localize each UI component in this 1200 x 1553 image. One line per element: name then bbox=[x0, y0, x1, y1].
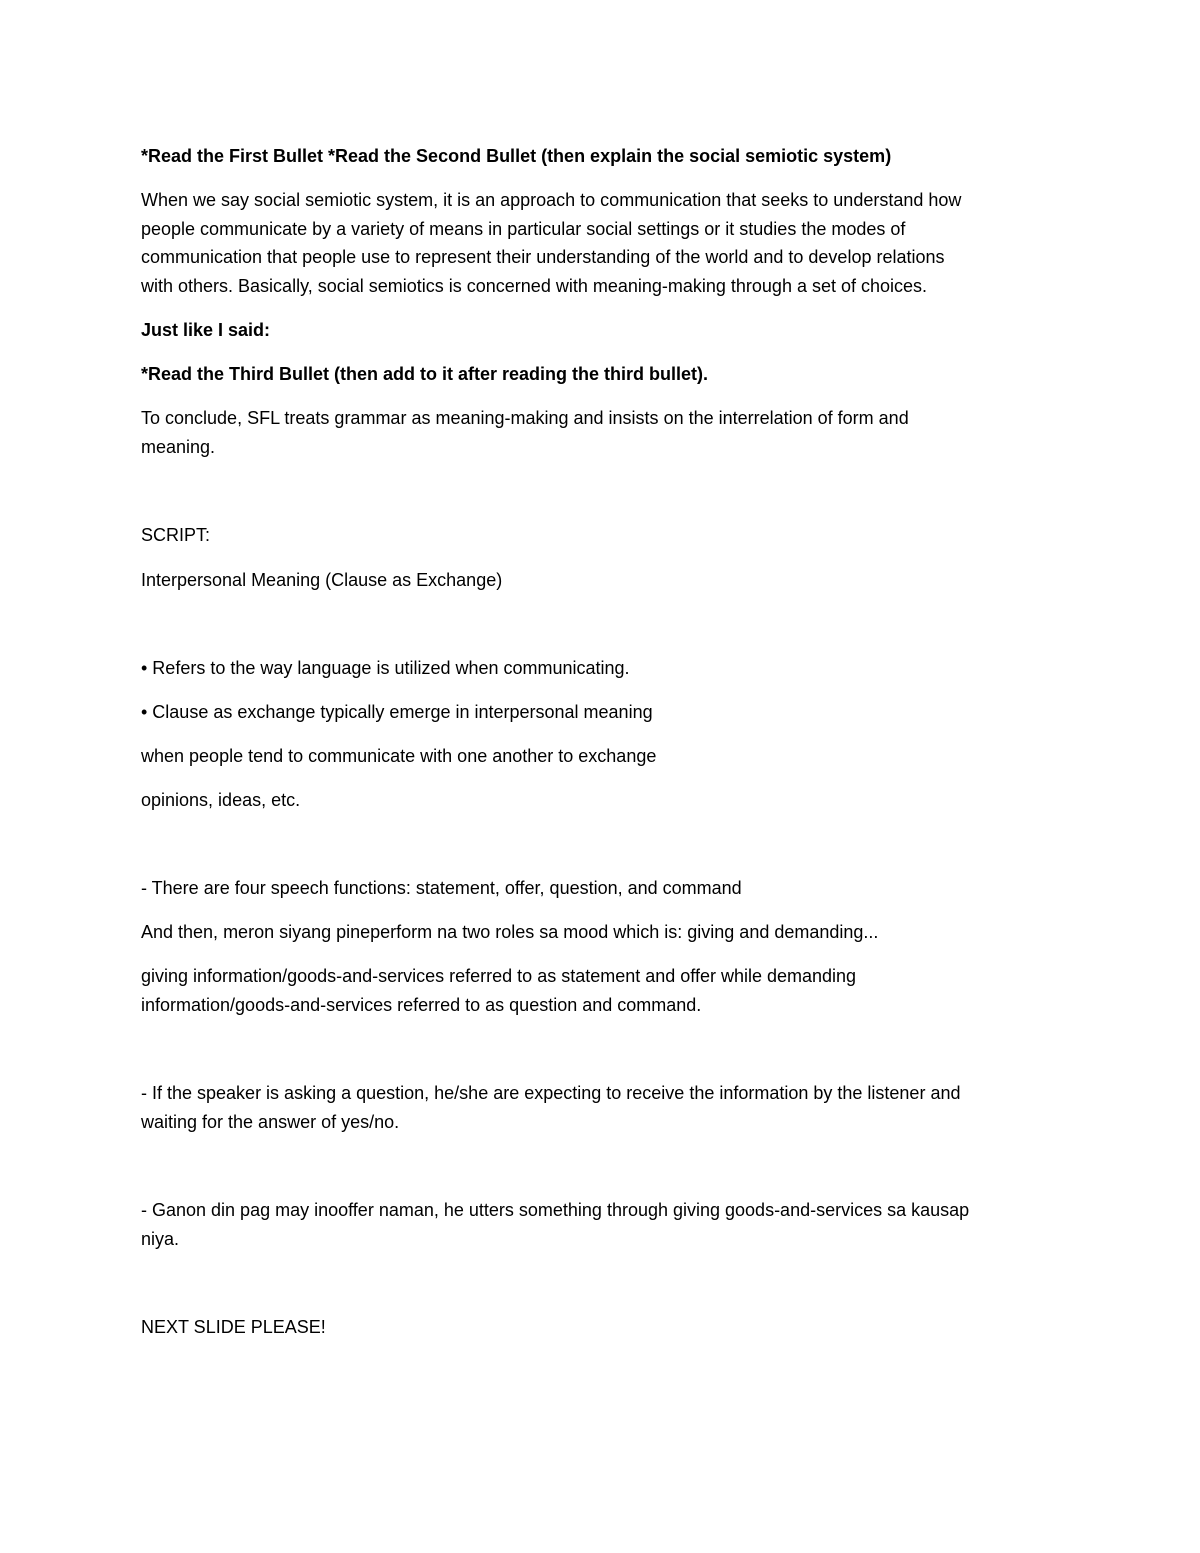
next-slide-please: NEXT SLIDE PLEASE! bbox=[141, 1317, 326, 1337]
paragraph-giving-demanding-line-1: giving information/goods-and-services referred to as statement and offer while demanding bbox=[141, 966, 857, 986]
paragraph-two-roles-mood: And then, meron siyang pineperform na two roles sa mood which is: giving and demanding... bbox=[141, 922, 879, 942]
paragraph-communicate-exchange: when people tend to communicate with one another to exchange bbox=[141, 746, 657, 766]
bullet-clause-as-exchange: • Clause as exchange typically emerge in interpersonal meaning bbox=[141, 702, 653, 722]
just-like-i-said-heading: Just like I said: bbox=[141, 320, 271, 340]
paragraph-giving-demanding-line-2: information/goods-and-services referred to as question and command. bbox=[141, 995, 702, 1015]
paragraph-opinions-ideas: opinions, ideas, etc. bbox=[141, 790, 301, 810]
paragraph-asking-question-line-1: - If the speaker is asking a question, he/she are expecting to receive the information by the listener and bbox=[141, 1083, 961, 1103]
instruction-first-second-bullet: *Read the First Bullet *Read the Second Bullet (then explain the social semiotic system) bbox=[141, 146, 892, 166]
paragraph-social-semiotic-line-4: with others. Basically, social semiotics is concerned with meaning-making through a set of choices. bbox=[141, 276, 928, 296]
paragraph-offer-goods-line-1: - Ganon din pag may inooffer naman, he utters something through giving goods-and-services sa kausap bbox=[141, 1200, 970, 1220]
paragraph-conclusion-line-2: meaning. bbox=[141, 437, 216, 457]
paragraph-offer-goods-line-2: niya. bbox=[141, 1229, 180, 1249]
interpersonal-meaning-title: Interpersonal Meaning (Clause as Exchange) bbox=[141, 570, 503, 590]
paragraph-social-semiotic-line-3: communication that people use to represent their understanding of the world and to develop relations bbox=[141, 247, 945, 267]
paragraph-four-speech-functions: - There are four speech functions: statement, offer, question, and command bbox=[141, 878, 742, 898]
paragraph-social-semiotic-line-2: people communicate by a variety of means in particular social settings or it studies the modes of bbox=[141, 219, 906, 239]
instruction-third-bullet: *Read the Third Bullet (then add to it after reading the third bullet). bbox=[141, 364, 709, 384]
paragraph-asking-question-line-2: waiting for the answer of yes/no. bbox=[141, 1112, 400, 1132]
paragraph-conclusion-line-1: To conclude, SFL treats grammar as meaning-making and insists on the interrelation of form and bbox=[141, 408, 909, 428]
bullet-refers-to-language: • Refers to the way language is utilized when communicating. bbox=[141, 658, 630, 678]
paragraph-social-semiotic-line-1: When we say social semiotic system, it is an approach to communication that seeks to understand how bbox=[141, 190, 962, 210]
script-heading: SCRIPT: bbox=[141, 525, 211, 545]
